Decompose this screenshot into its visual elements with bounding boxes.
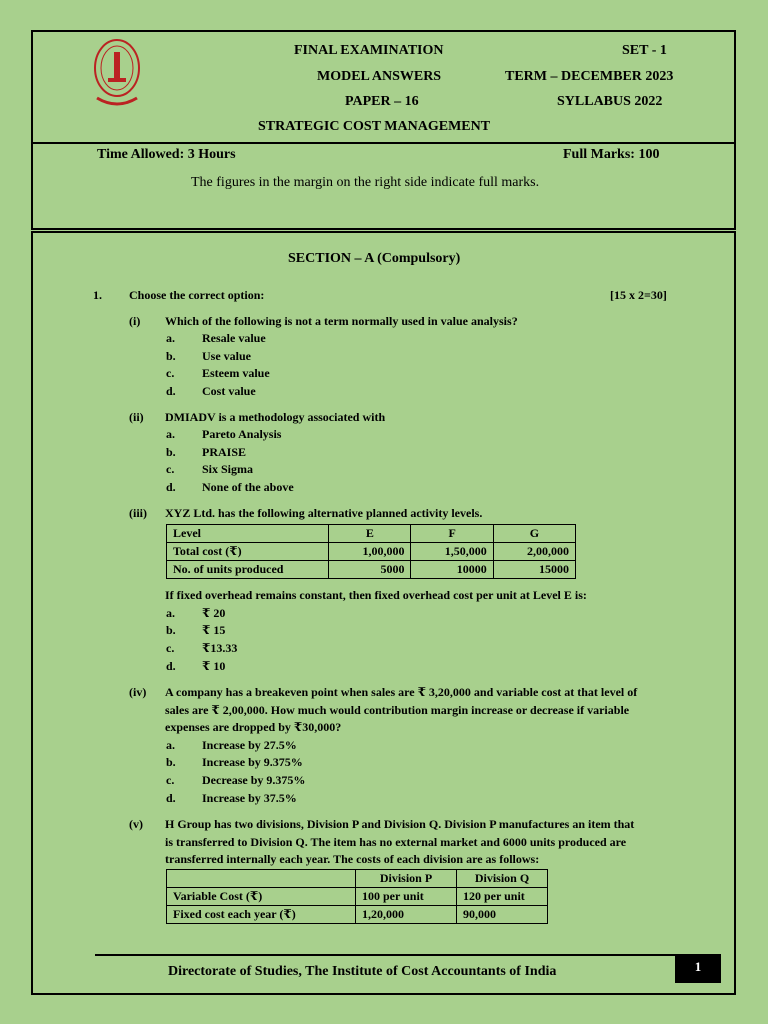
table-cell: 90,000	[457, 906, 548, 924]
option-text: Six Sigma	[202, 462, 254, 476]
table-header-cell: Division Q	[457, 870, 548, 888]
marks-note: The figures in the margin on the right side indicate full marks.	[191, 175, 540, 190]
table-header-cell: G	[493, 525, 575, 543]
table-header-cell: Level	[167, 525, 329, 543]
subq-text: Which of the following is not a term normally used in value analysis?	[165, 314, 518, 328]
option-letter: b.	[166, 755, 176, 769]
question-marks: [15 x 2=30]	[610, 288, 667, 302]
time-allowed: Time Allowed: 3 Hours	[97, 147, 236, 162]
syllabus-label: SYLLABUS 2022	[557, 94, 663, 109]
option-letter: a.	[166, 606, 175, 620]
option-text: Resale value	[202, 331, 266, 345]
option-letter: b.	[166, 445, 176, 459]
subq-text: DMIADV is a methodology associated with	[165, 410, 386, 424]
option-text: Increase by 27.5%	[202, 738, 297, 752]
table-row	[167, 543, 576, 561]
option-text: ₹ 10	[202, 659, 226, 673]
table-cell: 15000	[493, 561, 575, 579]
option-letter: d.	[166, 480, 176, 494]
full-marks: Full Marks: 100	[563, 147, 660, 162]
option-text: ₹13.33	[202, 641, 238, 655]
option-letter: b.	[166, 623, 176, 637]
footer-text: Directorate of Studies, The Institute of Cost Accountants of India	[168, 964, 557, 979]
model-answers-title: MODEL ANSWERS	[317, 69, 442, 84]
table-cell: 1,20,000	[356, 906, 457, 924]
subq-number: (ii)	[129, 410, 144, 424]
subq-text-line: is transferred to Division Q. The item has no external market and 6000 units produced are	[165, 835, 627, 849]
table-cell: 100 per unit	[356, 888, 457, 906]
option-text: None of the above	[202, 480, 294, 494]
option-text: Pareto Analysis	[202, 427, 282, 441]
set-label: SET - 1	[622, 43, 667, 58]
term-label: TERM – DECEMBER 2023	[505, 69, 674, 84]
table-header-cell: F	[411, 525, 493, 543]
table-cell: 2,00,000	[493, 543, 575, 561]
option-text: PRAISE	[202, 445, 247, 459]
option-text: Cost value	[202, 384, 256, 398]
option-letter: c.	[166, 462, 175, 476]
institute-logo-icon	[92, 38, 142, 112]
table-header-row	[167, 525, 576, 543]
option-letter: c.	[166, 366, 175, 380]
paper-title: PAPER – 16	[345, 94, 419, 109]
option-letter: d.	[166, 791, 176, 805]
table-cell: 1,50,000	[411, 543, 493, 561]
subq-text: If fixed overhead remains constant, then fixed overhead cost per unit at Level E is:	[165, 588, 587, 602]
option-text: Decrease by 9.375%	[202, 773, 306, 787]
subq-number: (i)	[129, 314, 141, 328]
subq-number: (iii)	[129, 506, 147, 520]
subq-number: (v)	[129, 817, 143, 831]
option-text: Use value	[202, 349, 251, 363]
option-letter: d.	[166, 384, 176, 398]
option-text: Increase by 37.5%	[202, 791, 297, 805]
option-letter: d.	[166, 659, 176, 673]
page-number: 1	[675, 955, 721, 983]
table-cell: 10000	[411, 561, 493, 579]
division-costs-table	[166, 869, 548, 924]
option-text: Increase by 9.375%	[202, 755, 303, 769]
footer-divider	[95, 954, 721, 956]
option-text: ₹ 20	[202, 606, 226, 620]
option-text: ₹ 15	[202, 623, 226, 637]
question-number: 1.	[93, 288, 102, 302]
section-title: SECTION – A (Compulsory)	[288, 251, 461, 266]
activity-levels-table	[166, 524, 576, 579]
option-letter: a.	[166, 427, 175, 441]
table-header-cell	[167, 870, 356, 888]
table-cell: 1,00,000	[329, 543, 411, 561]
table-cell: No. of units produced	[167, 561, 329, 579]
subq-text: XYZ Ltd. has the following alternative planned activity levels.	[165, 506, 483, 520]
subq-text-line: transferred internally each year. The costs of each division are as follows:	[165, 852, 540, 866]
exam-title: FINAL EXAMINATION	[294, 43, 444, 58]
question-instruction: Choose the correct option:	[129, 288, 265, 302]
subq-text-line: expenses are dropped by ₹30,000?	[165, 720, 342, 734]
option-letter: c.	[166, 773, 175, 787]
table-header-cell: E	[329, 525, 411, 543]
option-letter: b.	[166, 349, 176, 363]
table-header-cell: Division P	[356, 870, 457, 888]
subq-text-line: H Group has two divisions, Division P and Division Q. Division P manufactures an item that	[165, 817, 635, 831]
subq-text-line: sales are ₹ 2,00,000. How much would contribution margin increase or decrease if variable	[165, 703, 630, 717]
subq-number: (iv)	[129, 685, 147, 699]
table-row	[167, 888, 548, 906]
option-letter: a.	[166, 331, 175, 345]
table-cell: 5000	[329, 561, 411, 579]
option-text: Esteem value	[202, 366, 270, 380]
table-cell: 120 per unit	[457, 888, 548, 906]
table-row	[167, 561, 576, 579]
subject-title: STRATEGIC COST MANAGEMENT	[258, 119, 491, 134]
table-header-row	[167, 870, 548, 888]
option-letter: a.	[166, 738, 175, 752]
subq-text-line: A company has a breakeven point when sales are ₹ 3,20,000 and variable cost at that level of	[165, 685, 638, 699]
table-cell: Fixed cost each year (₹)	[167, 906, 356, 924]
table-cell: Variable Cost (₹)	[167, 888, 356, 906]
table-cell: Total cost (₹)	[167, 543, 329, 561]
option-letter: c.	[166, 641, 175, 655]
table-row	[167, 906, 548, 924]
